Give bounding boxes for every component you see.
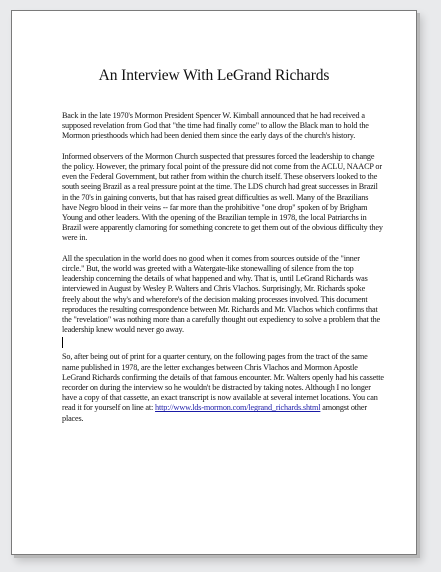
paragraph-2: Informed observers of the Mormon Church suspected that pressures forced the leadership to change the policy. However, the primary focal point of the pressure did not come from the ACLU, NAACP or even the Federal Government, but rather from within the church itself. These observers looked to the south seeing Brazil as a real pressure point at the time. The LDS church had great successes in Brazil in the 70's in gaining converts, but that has raised great difficulties as well. Many of the Brazilians have Negro blood in their veins -- far more than the prohibitive "one drop" spoken of by Brigham Young and other leaders. With the opening of the Brazilian temple in 1978, the local Patriarchs in Brazil were apparently clamoring for something concrete to get them out of the obvious difficulty they were in. xyxy=(62,151,383,243)
document-page xyxy=(11,10,417,555)
paragraph-4 xyxy=(62,352,384,423)
paragraph-3: All the speculation in the world does no good when it comes from sources outside of the "inner circle." But, the world was greeted with a Watergate-like stonewalling of silence from the top leadership concerning the details of what happened and why. That is, until LeGrand Richards was interviewed in August by Wesley P. Walters and Chris Vlachos. Surprisingly, Mr. Richards spoke freely about the why's and wherefore's of the decision making processes involved. This document reproduces the resulting correspondence between Mr. Richards and Mr. Vlachos which confirms that the "revelation" was nothing more than a carefully thought out expediency to solve a problem that the leadership knew would never go away. xyxy=(62,253,381,335)
legrand-richards-link[interactable]: http://www.lds-mormon.com/legrand_richards.shtml xyxy=(155,403,321,413)
paragraph-4-tail: amongst other places. xyxy=(62,403,367,423)
paragraph-4-text: So, after being out of print for a quarter century, on the following pages from the tract of the same name published in 1978, are the letter exchanges between Chris Vlachos and Mormon Apostle LeGrand Richards confirming the details of that famous encounter. Mr. Walters openly had his cassette recorder on during the interview so he wouldn't be distracted by taking notes. Although I no longer have a copy of that cassette, an exact transcript is now available at several internet locations. You can read it for yourself on line at: xyxy=(62,352,384,413)
document-title: An Interview With LeGrand Richards xyxy=(98,67,330,84)
paragraph-1: Back in the late 1970's Mormon President Spencer W. Kimball announced that he had received a supposed revelation from God that "the time had finally come" to allow the Black man to hold the Mormon priesthoods which had been denied them since the early days of the church's history. xyxy=(62,111,369,141)
text-cursor xyxy=(62,337,63,348)
document-body xyxy=(62,111,384,434)
